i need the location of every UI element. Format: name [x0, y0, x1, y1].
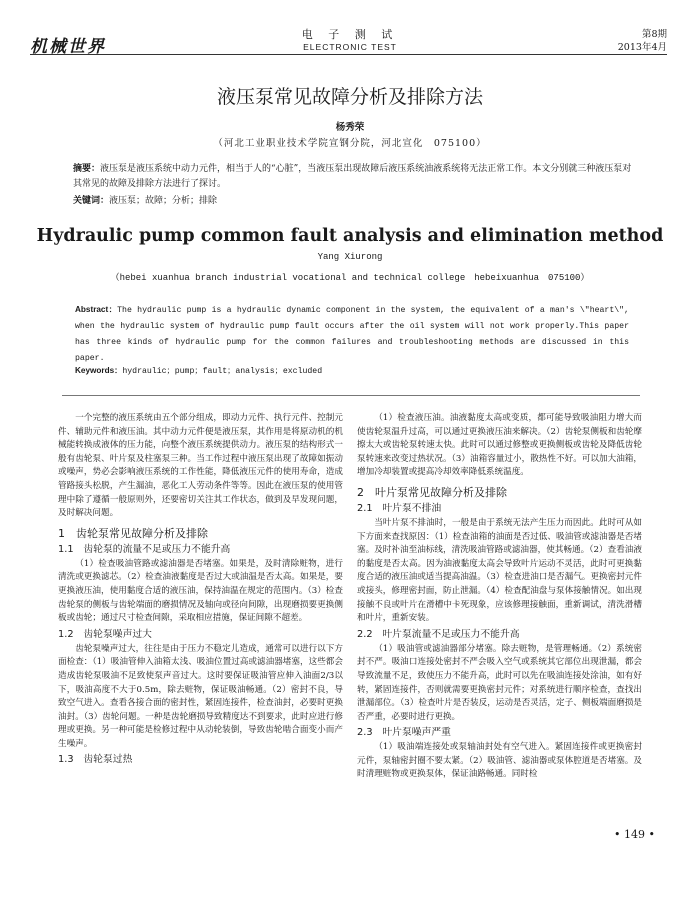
abstract-cn	[73, 162, 640, 191]
body-column-right	[357, 412, 642, 782]
abstract-label-en: Abstract：	[75, 305, 118, 314]
intro-paragraph: 一个完整的液压系统由五个部分组成，即动力元件、执行元件、控制元件、辅助元件和液压油。其中动力元件便是液压泵，其作用是将原动机的机械能转换成液体的压力能，向整个液压系统提供动力。液压泵的结构形式一般有齿轮泵、叶片泵及柱塞泵三种。当工作过程中液压泵出现了故障如振动或噪声，势必会影响液压系统的工作性能，降低液压元件的使用寿命，造成管路接头松脱，产生漏油，恶化工人劳动条件等等。因此在液压泵的使用管理中除了遵循一般原则外，还要密切关注其工作状态，做到及早发现问题，及时解决问题。	[58, 413, 343, 519]
subsection-heading: 2.2 叶片泵流量不足或压力不能升高	[357, 628, 520, 640]
subsection-heading: 2.3 叶片泵噪声严重	[357, 727, 451, 739]
affiliation-en: （hebei xuanhua branch industrial vocational and technical college hebeixuanhua 075100）	[110, 273, 590, 283]
author-en: Yang Xiurong	[317, 252, 383, 262]
keywords-label-en: Keywords：	[75, 366, 123, 375]
title-cn: 液压泵常见故障分析及排除方法	[216, 86, 483, 108]
abstract-label-cn: 摘要：	[73, 164, 101, 174]
journal-name: 机械世界	[30, 37, 106, 57]
paragraph: 当叶片泵不排油时，一般是由于系统无法产生压力而因此。此时可从如下方面来查找原因：（1）检查油箱的油面是否过低、吸油管或滤油器是否堵塞。及时补油至油标线，清洗吸油管路或滤油器，使其畅通。（2）查看油液的黏度是否太高。因为油液黏度太高会导致叶片运动不灵活，此时可更换黏度合适的液压油或适当提高油温。（3）检查进油口是否漏气。更换密封元件或接头，修理密封面，防止泄漏。（4）检查配油盘与泵体接触情况。如出现接触不良或叶片在滑槽中卡死现象，应该修理接触面，重新调试，清洗滑槽和叶片，重新安装。	[357, 517, 642, 624]
keywords-cn	[73, 194, 217, 208]
abstract-separator	[62, 395, 640, 396]
keywords-text-en: hydraulic；pump；fault；analysis；excluded	[122, 367, 323, 376]
paragraph: （1）检查液压油。油液黏度太高或变质，都可能导致吸油阻力增大而使齿轮泵温升过高，可以通过更换液压油来解决。（2）齿轮泵侧板和齿轮摩擦太大或齿轮泵转速太快。此时可以通过修整或更换侧板或齿轮及降低齿轮泵转速来改变过热状况。（3）油箱容量过小，散热性不好。可以加大油箱，增加冷却装置或提高冷却效率降低系统温度。	[357, 413, 642, 478]
abstract-text-en: The hydraulic pump is a hydraulic dynamic component in the system, the equivalent of a man's \"heart\", when the hydraulic system of hydraulic pump fault occurs after the oil system will not work properly.This paper has three kinds of hydraulic pump for the common failures and troubleshooting methods are discussed in this paper.	[75, 306, 630, 363]
header-section	[250, 28, 450, 54]
paragraph: （1）吸油管或滤油器部分堵塞。除去赃物，是管理畅通。（2）系统密封不严。吸油口连接处密封不严会吸入空气或系统其它部位出现泄漏，都会导致流量不足，致使压力不能升高，此时可以先在吸油连接处涂油，如有好转，紧固连接件，否则就需要更换密封元件；对系统进行顺序检查，查找出泄漏部位。（3）检查叶片是否装反，运动是否灵活，定子、侧板端面磨损是否严重，必要时进行更换。	[357, 643, 642, 722]
paragraph: 齿轮泵噪声过大，往往是由于压力不稳定儿造成，通常可以进行以下方面检查：（1）吸油管伸入油箱太浅、吸油位置过高或滤油器堵塞，这些都会造成齿轮泵吸油不足致使泵声音过大。这时要保证吸油管应伸入油面2/3以下，吸油高度不大于0.5m，除去赃物，保证吸油畅通。（2）密封不良，导致空气进入。查看各接合面的密封性，紧固连接件，检查油封，必要时更换油封。（3）齿轮问题。一种是齿轮磨损导致精度达不到要求，此时应进行修理或更换。另一种可能是检修过程中从动轮装倒，导致齿轮啮合面变小而产生噪声。	[58, 643, 343, 749]
header-rule	[30, 54, 667, 55]
body-column-left	[58, 412, 343, 768]
page-number: • 149 •	[614, 828, 655, 841]
issue-info	[618, 28, 667, 54]
issue-number: 第8期	[641, 29, 667, 40]
affiliation-cn: （河北工业职业技术学院宣钢分院，河北宣化 075100）	[213, 138, 487, 149]
section-title-cn: 电 子 测 试	[301, 28, 399, 41]
paragraph: （1）检查吸油管路或滤油器是否堵塞。如果是，及时清除赃物，进行清洗或更换滤芯。（2）检查油液黏度是否过大或油温是否太高。如果是，要更换液压油，使用黏度合适的液压油，保持油温在规定的范围内。（3）检查齿轮泵的侧板与齿轮端面的磨损情况及轴向或径向间隙，出现磨损要更换侧板或齿轮；通过尺寸检查间隙，采取相应措施，保证间隙不超差。	[58, 558, 343, 624]
subsection-heading: 2.1 叶片泵不排油	[357, 502, 442, 514]
abstract-text-cn: 液压泵是液压系统中动力元件，相当于人的“心脏”，当液压泵出现故障后液压系统油液系统将无法正常工作。本文分别就三种液压泵对其常见的故障及排除方法进行了探讨。	[73, 164, 632, 189]
section-title-en: ELECTRONIC TEST	[303, 42, 397, 52]
section-heading: 1 齿轮泵常见故障分析及排除	[58, 526, 208, 540]
issue-date: 2013年4月	[617, 42, 667, 53]
abstract-en	[75, 302, 629, 367]
author-cn: 杨秀荣	[335, 122, 365, 133]
subsection-heading: 1.3 齿轮泵过热	[58, 754, 133, 766]
subsection-heading: 1.2 齿轮泵噪声过大	[58, 628, 152, 640]
keywords-en	[75, 364, 322, 379]
keywords-label-cn: 关键词：	[73, 196, 110, 206]
subsection-heading: 1.1 齿轮泵的流量不足或压力不能升高	[58, 543, 231, 555]
title-en: Hydraulic pump common fault analysis and elimination method	[36, 226, 664, 246]
paragraph: （1）吸油端连接处或泵轴油封处有空气进入。紧固连接件或更换密封元件，泵轴密封圈不要太紧。（2）吸油管、滤油器或泵体腔道是否堵塞。及时清理赃物或更换泵体，保证油路畅通。同时检	[357, 742, 642, 780]
section-heading: 2 叶片泵常见故障分析及排除	[357, 485, 507, 499]
keywords-text-cn: 液压泵；故障；分析；排除	[109, 196, 218, 206]
